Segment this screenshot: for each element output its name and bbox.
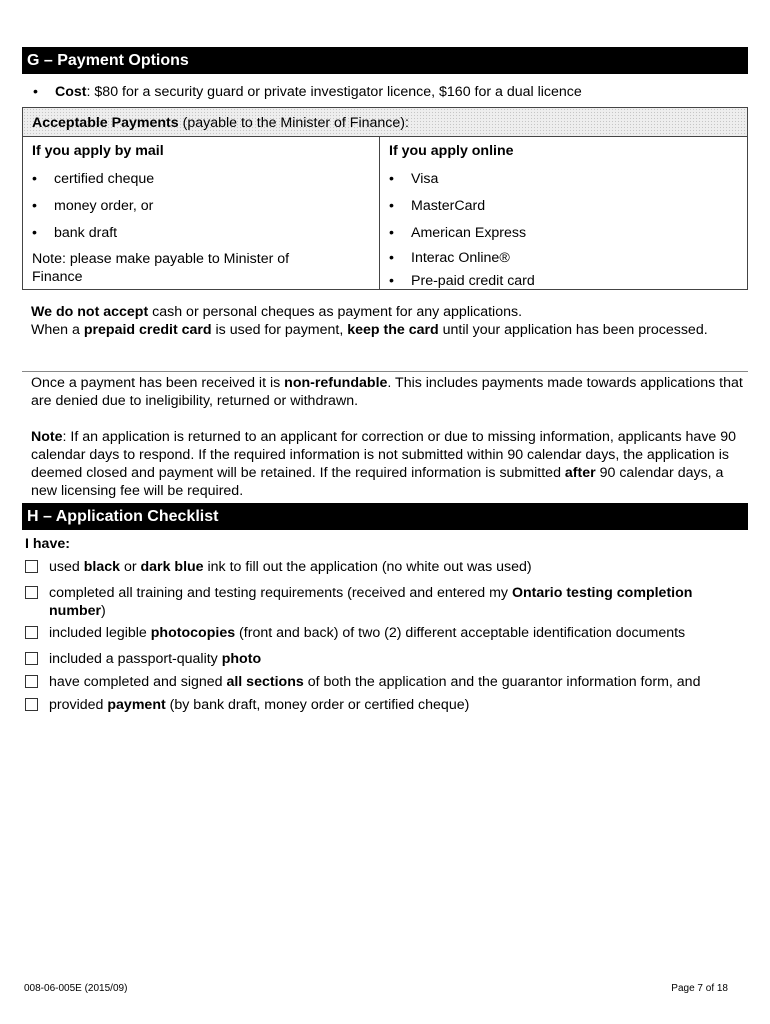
form-number: 008-06-005E (2015/09)	[24, 983, 128, 994]
bullet-icon: •	[33, 84, 38, 100]
checklist-intro: I have:	[25, 536, 70, 552]
payment-notes: We do not accept cash or personal cheques as payment for any applications. When a prepaid credit card is used for payment, keep the card until your application has been processed.	[31, 304, 708, 338]
section-h-title: H – Application Checklist	[27, 508, 219, 525]
column-divider	[379, 136, 380, 289]
section-g-header	[22, 47, 748, 74]
bullet-icon: •	[32, 225, 37, 241]
bullet-icon: •	[389, 273, 394, 289]
mail-column-title: If you apply by mail	[32, 143, 164, 159]
section-g-title: G – Payment Options	[27, 52, 189, 69]
bullet-icon: •	[389, 225, 394, 241]
bullet-icon: •	[389, 250, 394, 266]
returned-application-note: Note: If an application is returned to an applicant for correction or due to missing information, applicants have 90 calendar days to respond. If the required information is not submitted within 90 calendar days, the application is deemed closed and payment will be retained. If the required information is submitted after 90 calendar days, a new licensing fee will be required.	[31, 429, 737, 499]
section-h-header	[22, 503, 748, 530]
acceptable-payments-note: (payable to the Minister of Finance):	[178, 115, 409, 131]
checkbox[interactable]	[25, 652, 38, 665]
bullet-icon: •	[389, 198, 394, 214]
refund-notice: Once a payment has been received it is non-refundable. This includes payments made towards applications that are denied due to ineligibility, returned or withdrawn.	[31, 375, 743, 409]
cost-label: Cost	[55, 84, 87, 100]
payments-table-header	[23, 108, 747, 137]
checkbox[interactable]	[25, 586, 38, 599]
bullet-icon: •	[32, 198, 37, 214]
checkbox[interactable]	[25, 675, 38, 688]
online-column-title: If you apply online	[389, 143, 514, 159]
checkbox[interactable]	[25, 560, 38, 573]
checkbox[interactable]	[25, 626, 38, 639]
mail-note: Note: please make payable to Minister of Finance	[32, 251, 290, 285]
payments-table: Acceptable Payments (payable to the Minister of Finance): If you apply by mail • certified cheque • money order, or • bank draft Note: please make payable to Minister of Finance If you apply online • Visa • MasterCard • American Express • Interac Online® • Pre-paid credit card	[22, 107, 748, 290]
acceptable-payments-label: Acceptable Payments	[32, 115, 179, 131]
form-page: G – Payment Options • Cost: $80 for a security guard or private investigator licence, $160 for a dual licence Acceptable Payments (payable to the Minister of Finance): If you apply by mail • certified cheque • money order, or • bank draft Note: please make payable to Minister of Finance If you apply online • Visa • MasterCard • American Express • Interac Online® • Pre-paid credit card We do not accept cash or personal cheques as payment for any applications. When a prepaid credit card is used for payment, keep the card until your application has been processed. Once a payment has been received it is non-refundable. This includes payments made towards applications that are denied due to ineligibility, returned or withdrawn. Note: If an application is returned to an applicant for correction or due to missing information, applicants have 90 calendar days to respond. If the required information is not submitted within 90 calendar days, the application is deemed closed and payment will be retained. If the required information is submitted after 90 calendar days, a new licensing fee will be required. H – Application Checklist I have: used black or dark blue ink to fill out the application (no white out was used) completed all training and testing requirements (received and entered my Ontario testing completion number) included legible photocopies (front and back) of two (2) different acceptable identification documents included a passport-quality photo have completed and signed all sections of both the application and the guarantor information form, and provided payment (by bank draft, money order or certified cheque) 008-06-005E (2015/09) Page 7 of 18	[0, 0, 770, 1024]
page-number: Page 7 of 18	[671, 983, 728, 994]
checkbox[interactable]	[25, 698, 38, 711]
bullet-icon: •	[32, 171, 37, 187]
divider	[22, 371, 748, 372]
not-accept-label: We do not accept	[31, 304, 149, 320]
bullet-icon: •	[389, 171, 394, 187]
cost-text: : $80 for a security guard or private investigator licence, $160 for a dual licence	[86, 84, 582, 100]
